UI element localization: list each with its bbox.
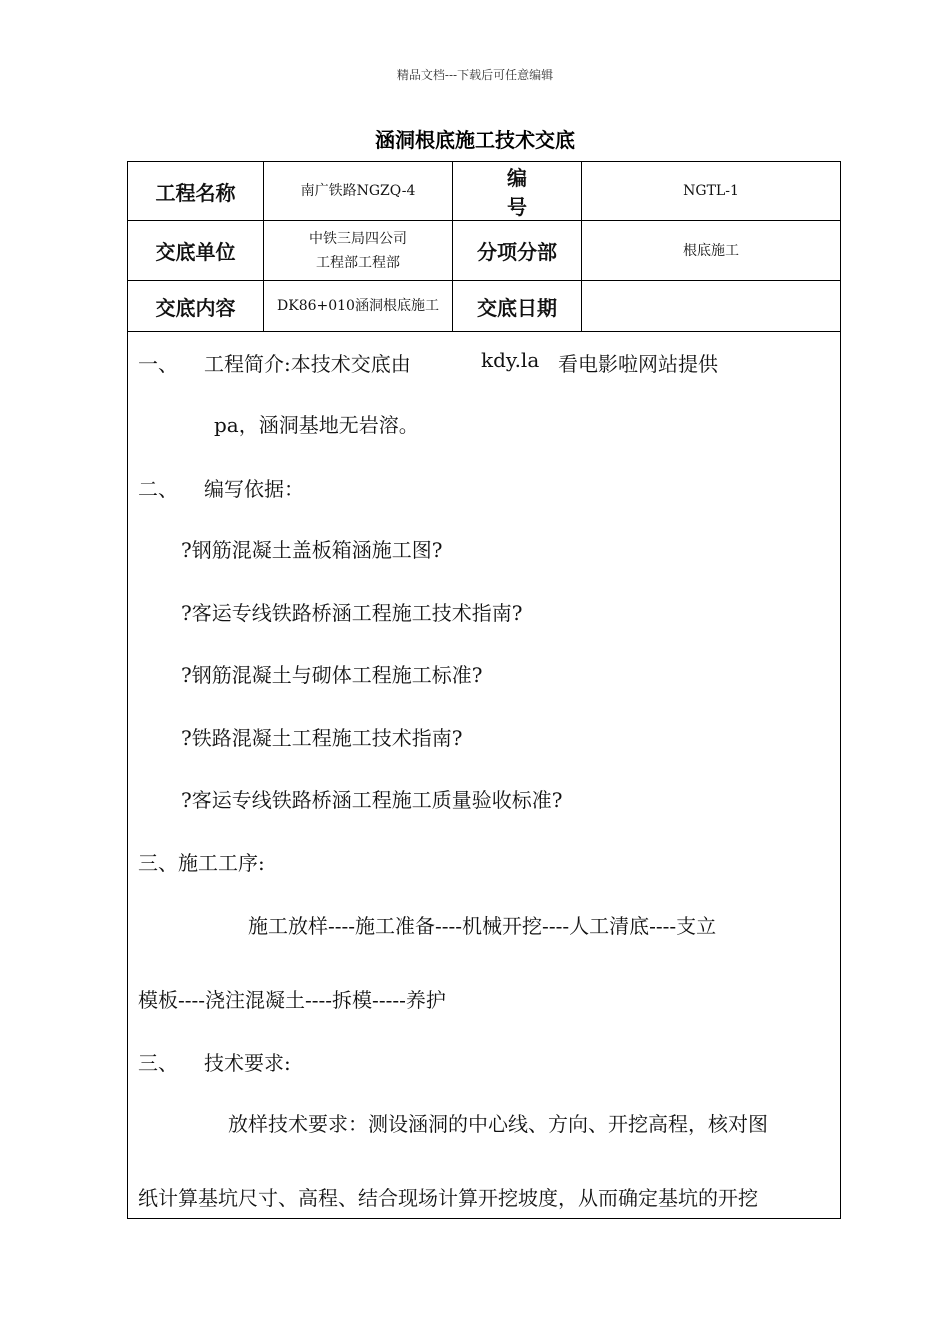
- unit-value: [264, 221, 453, 281]
- number-value: NGTL-1: [582, 162, 841, 221]
- section-1-continuation: pa，涵洞基地无岩溶。: [214, 413, 419, 437]
- section-2-number: 二、: [138, 477, 178, 501]
- content-value: DK86+010涵洞根底施工: [264, 281, 453, 332]
- reference-item: ?客运专线铁路桥涵工程施工质量验收标准?: [181, 788, 563, 812]
- row-project: [128, 162, 841, 221]
- section-1-link[interactable]: kdy.la: [481, 348, 540, 372]
- section-1-text: 工程简介:本技术交底由: [204, 352, 411, 376]
- unit-value-line2: 工程部工程部: [316, 254, 400, 271]
- section-3-heading: 三、施工工序:: [138, 851, 265, 875]
- process-line-1: 施工放样----施工准备----机械开挖----人工清底----支立: [248, 914, 717, 938]
- sub-item-label: 分项分部: [453, 221, 582, 281]
- process-line-2: 模板----浇注混凝土----拆模-----养护: [138, 988, 446, 1012]
- requirement-line-2: 纸计算基坑尺寸、高程、结合现场计算开挖坡度，从而确定基坑的开挖: [138, 1186, 758, 1210]
- row-unit: [128, 221, 841, 281]
- date-label: 交底日期: [453, 281, 582, 332]
- row-content: [128, 281, 841, 332]
- row-body: [128, 332, 841, 1219]
- reference-item: ?客运专线铁路桥涵工程施工技术指南?: [181, 601, 523, 625]
- header-note: 精品文档---下载后可任意编辑: [396, 68, 554, 82]
- document-title: 涵洞根底施工技术交底: [375, 128, 575, 152]
- section-1-tail: 看电影啦网站提供: [558, 352, 718, 376]
- requirement-line-1: 放样技术要求：测设涵洞的中心线、方向、开挖高程，核对图: [228, 1112, 768, 1136]
- section-1-number: 一、: [138, 352, 178, 376]
- project-name-value: 南广铁路NGZQ-4: [264, 162, 453, 221]
- section-4-text: 技术要求:: [204, 1051, 291, 1075]
- disclosure-body: [128, 332, 841, 1219]
- reference-item: ?钢筋混凝土与砌体工程施工标准?: [181, 663, 483, 687]
- reference-item: ?钢筋混凝土盖板箱涵施工图?: [181, 538, 443, 562]
- disclosure-table: [127, 161, 841, 1219]
- project-name-label: 工程名称: [128, 162, 264, 221]
- sub-item-value: 根底施工: [582, 221, 841, 281]
- unit-value-line1: 中铁三局四公司: [309, 230, 407, 247]
- section-2-text: 编写依据：: [204, 477, 304, 501]
- reference-item: ?铁路混凝土工程施工技术指南?: [181, 726, 463, 750]
- content-label: 交底内容: [128, 281, 264, 332]
- date-value: [582, 281, 841, 332]
- number-label: 编 号: [453, 162, 582, 221]
- section-4-number: 三、: [138, 1051, 178, 1075]
- unit-label: 交底单位: [128, 221, 264, 281]
